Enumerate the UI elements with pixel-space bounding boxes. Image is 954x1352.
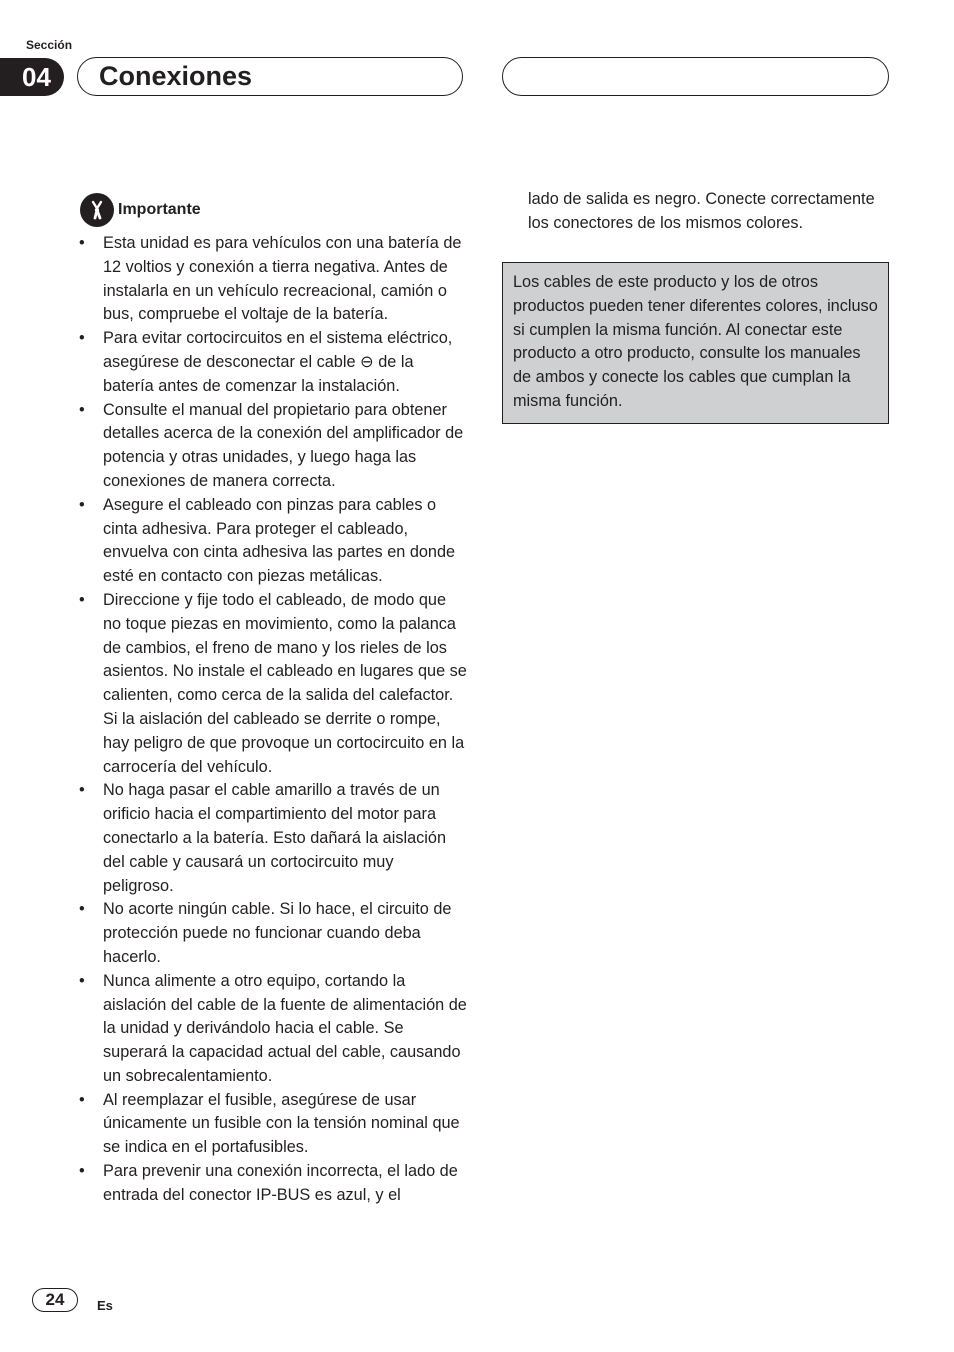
important-list bbox=[79, 232, 467, 1208]
section-label: Sección bbox=[26, 38, 73, 52]
list-item: • Al reemplazar el fusible, asegúrese de usar únicamente un fusible con la tensión nominal que se indica en el portafusibles. bbox=[79, 1089, 467, 1160]
note-box: Los cables de este producto y los de otros productos pueden tener diferentes colores, incluso si cumplen la misma función. Al conectar este producto a otro producto, consulte los manuales de ambos y conecte los cables que cumplan la misma función. bbox=[502, 262, 889, 424]
pliers-icon bbox=[80, 193, 114, 227]
continued-text: lado de salida es negro. Conecte correctamente los conectores de los mismos colores. bbox=[528, 190, 875, 232]
list-item: • Nunca alimente a otro equipo, cortando la aislación del cable de la fuente de alimentación de la unidad y derivándolo hacia el cable. Se superará la capacidad actual del cable, causando un sobrecalentamiento. bbox=[79, 970, 467, 1089]
list-item: • Esta unidad es para vehículos con una batería de 12 voltios y conexión a tierra negativa. Antes de instalarla en un vehículo recreacional, camión o bus, compruebe el voltaje de la batería. bbox=[79, 232, 467, 327]
title-pill-right bbox=[502, 57, 889, 96]
page-title: Conexiones bbox=[99, 61, 253, 91]
list-item: • Asegure el cableado con pinzas para cables o cinta adhesiva. Para proteger el cableado, envuelva con cinta adhesiva las partes en donde esté en contacto con piezas metálicas. bbox=[79, 494, 467, 589]
list-item: • Para prevenir una conexión incorrecta, el lado de entrada del conector IP-BUS es azul, y el bbox=[79, 1160, 467, 1208]
list-item: • No haga pasar el cable amarillo a través de un orificio hacia el compartimiento del motor para conectarlo a la batería. Esto dañará la aislación del cable y causará un cortocircuito muy peligroso. bbox=[79, 779, 467, 898]
list-item: • No acorte ningún cable. Si lo hace, el circuito de protección puede no funcionar cuando deba hacerlo. bbox=[79, 898, 467, 969]
list-item: • Consulte el manual del propietario para obtener detalles acerca de la conexión del amplificador de potencia y otras unidades, y luego haga las conexiones de manera correcta. bbox=[79, 399, 467, 494]
list-item: • Para evitar cortocircuitos en el sistema eléctrico, asegúrese de desconectar el cable ⊖ de la batería antes de comenzar la instalación. bbox=[79, 327, 467, 398]
important-label: Importante bbox=[118, 201, 201, 218]
list-item: • Direccione y fije todo el cableado, de modo que no toque piezas en movimiento, como la palanca de cambios, el freno de mano y los rieles de los asientos. No instale el cableado en lugares que se calienten, como cerca de la salida del calefactor. Si la aislación del cableado se derrite o rompe, hay peligro de que provoque un cortocircuito en la carrocería del vehículo. bbox=[79, 589, 467, 779]
language-code: Es bbox=[97, 1298, 113, 1313]
page-number: 24 bbox=[32, 1288, 78, 1312]
title-pill bbox=[77, 57, 463, 96]
important-header bbox=[80, 193, 201, 227]
section-number-tab: 04 bbox=[0, 58, 64, 96]
